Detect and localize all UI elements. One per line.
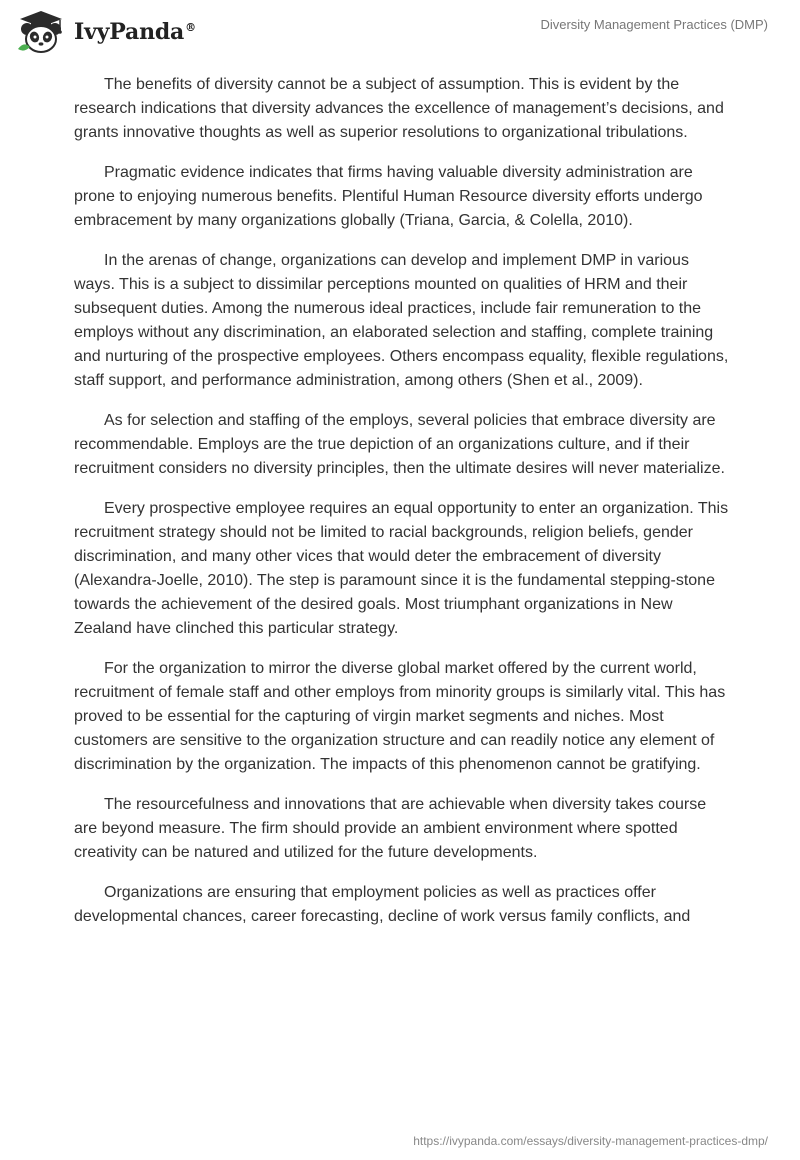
paragraph: Organizations are ensuring that employment policies as well as practices offer developmental chances, career forecasting, decline of work versus family conflicts, and xyxy=(74,884,691,925)
logo-text: IvyPanda xyxy=(74,19,185,45)
paragraph: In the arenas of change, organizations can develop and implement DMP in various ways. This is a subject to dissimilar perceptions mounted on qualities of HRM and their subsequent duties. Among the numerous ideal practices, include fair remuneration to the employs without any discrimination, an elaborated selection and staffing, complete training and nurturing of the prospective employees. Others encompass equality, flexible regulations, staff support, and performance administration, among others (Shen et al., 2009). xyxy=(74,252,729,389)
paragraph: The resourcefulness and innovations that are achievable when diversity takes course are beyond measure. The firm should provide an ambient environment where spotted creativity can be natured and utilized for the future developments. xyxy=(74,796,707,861)
source-url-link[interactable]: https://ivypanda.com/essays/diversity-management-practices-dmp/ xyxy=(413,1134,768,1148)
panda-graduate-icon xyxy=(16,9,66,55)
ivypanda-logo[interactable] xyxy=(16,8,196,56)
essay-body xyxy=(74,73,730,945)
paragraph: The benefits of diversity cannot be a subject of assumption. This is evident by the research indications that diversity advances the excellence of management’s decisions, and grants innovative thoughts as well as superior resolutions to organizational tribulations. xyxy=(74,76,724,141)
logo-registered-mark: ® xyxy=(185,20,196,34)
document-title: Diversity Management Practices (DMP) xyxy=(540,17,768,32)
logo-wordmark xyxy=(74,19,196,45)
paragraph: As for selection and staffing of the employs, several policies that embrace diversity are recommendable. Employs are the true depiction of an organizations culture, and if their recruitment considers no diversity principles, then the ultimate desires will never materialize. xyxy=(74,412,725,477)
paragraph: Pragmatic evidence indicates that firms having valuable diversity administration are prone to enjoying numerous benefits. Plentiful Human Resource diversity efforts undergo embracement by many organizations globally (Triana, Garcia, & Colella, 2010). xyxy=(74,164,703,229)
paragraph: For the organization to mirror the diverse global market offered by the current world, recruitment of female staff and other employs from minority groups is similarly vital. This has proved to be essential for the capturing of virgin market segments and niches. Most customers are sensitive to the organization structure and can readily notice any element of discrimination by the organization. The impacts of this phenomenon cannot be gratifying. xyxy=(74,660,726,773)
paragraph: Every prospective employee requires an equal opportunity to enter an organization. This recruitment strategy should not be limited to racial backgrounds, religion beliefs, gender discrimination, and many other vices that would deter the embracement of diversity (Alexandra-Joelle, 2010). The step is paramount since it is the fundamental stepping-stone towards the achievement of the desired goals. Most triumphant organizations in New Zealand have clinched this particular strategy. xyxy=(74,500,729,637)
